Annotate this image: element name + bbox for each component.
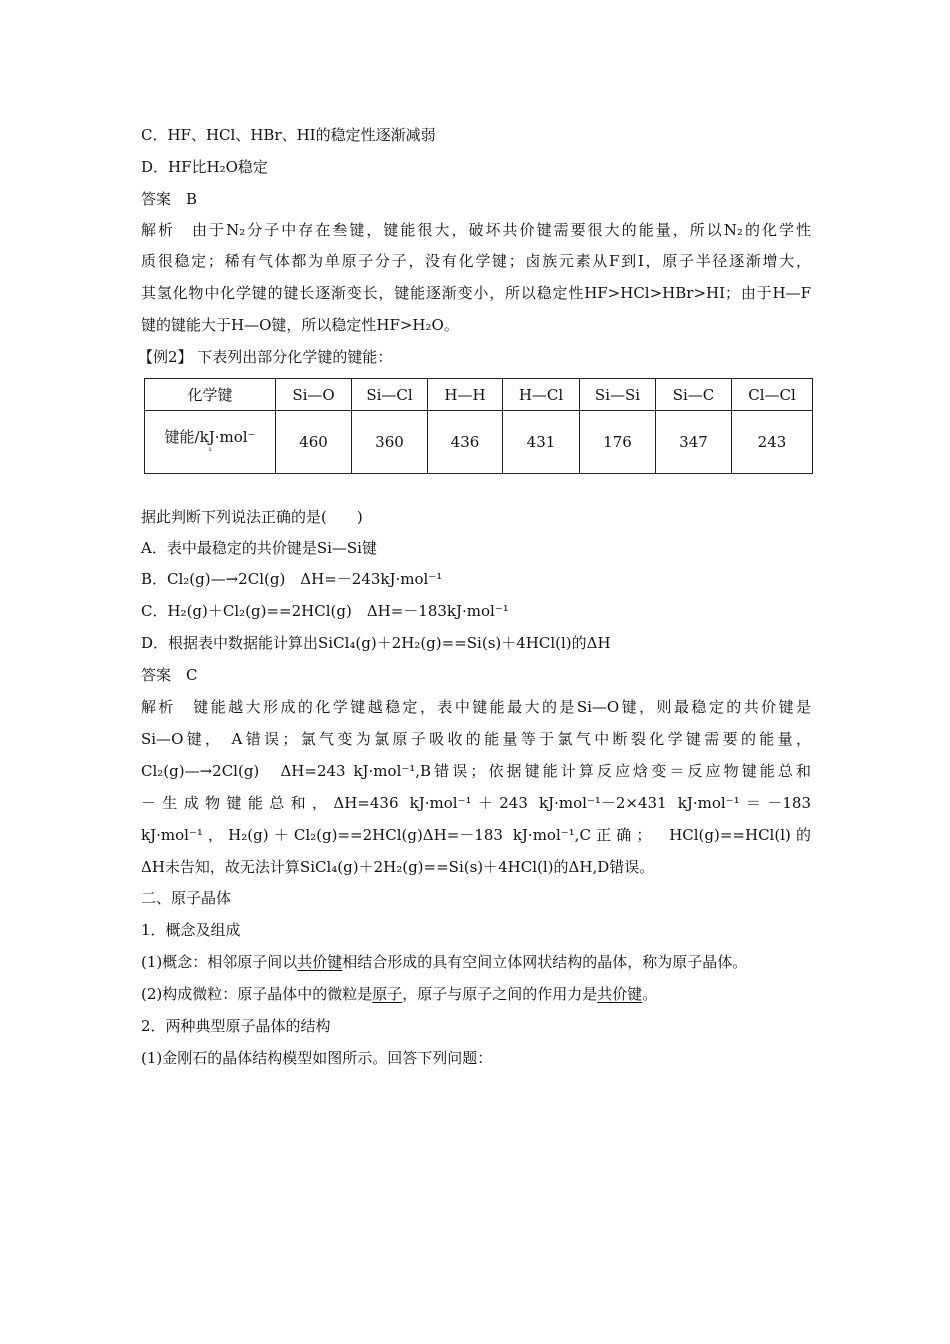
table-header-cell: H—H xyxy=(428,379,503,411)
particle-blank-answer-1: 原子 xyxy=(372,985,403,1003)
concept-blank-answer: 共价键 xyxy=(297,953,343,971)
table-header-cell: Si—Si xyxy=(580,379,656,411)
analysis-line-3: Cl₂(g)—→2Cl(g) ΔH=243 kJ·mol⁻¹,B错误；依据键能计算反应焓变＝反应物键能总和 xyxy=(141,762,811,780)
analysis-prev-line-2: 质很稳定；稀有气体都为单原子分子，没有化学键；卤族元素从F到I，原子半径逐渐增大， xyxy=(141,252,811,270)
table-header-cell: Si—O xyxy=(276,379,352,411)
answer: 答案 C xyxy=(141,666,198,684)
concept-line xyxy=(141,951,811,973)
particle-prefix: (2)构成微粒：原子晶体中的微粒是 xyxy=(141,985,373,1003)
concept-prefix: (1)概念：相邻原子间以 xyxy=(141,953,298,971)
example-2-intro: 【例2】 下表列出部分化学键的键能： xyxy=(138,348,393,366)
table-cell: 243 xyxy=(732,411,813,474)
option-c-prev: C．HF、HCl、HBr、HI的稳定性逐渐减弱 xyxy=(141,126,436,144)
analysis-line-4: －生成物键能总和，ΔH=436 kJ·mol⁻¹＋243 kJ·mol⁻¹－2×431 kJ·mol⁻¹＝－183 xyxy=(141,794,811,812)
item-1-heading: 1．概念及组成 xyxy=(141,921,241,939)
option-d: D．根据表中数据能计算出SiCl₄(g)＋2H₂(g)==Si(s)＋4HCl(l)的ΔH xyxy=(141,634,611,652)
table-cell: 347 xyxy=(656,411,732,474)
table-header-cell: 化学键 xyxy=(145,379,276,411)
concept-suffix: 相结合形成的具有空间立体网状结构的晶体，称为原子晶体。 xyxy=(342,953,748,971)
option-c: C．H₂(g)＋Cl₂(g)==2HCl(g) ΔH=－183kJ·mol⁻¹ xyxy=(141,602,509,620)
table-row xyxy=(145,411,813,474)
analysis-line-5: kJ·mol⁻¹，H₂(g)＋Cl₂(g)==2HCl(g)ΔH=－183 kJ·mol⁻¹,C正确； HCl(g)==HCl(l)的 xyxy=(141,826,811,844)
particle-blank-answer-2: 共价键 xyxy=(597,985,643,1003)
analysis-line-6: ΔH未告知，故无法计算SiCl₄(g)＋2H₂(g)==Si(s)＋4HCl(l)的ΔH,D错误。 xyxy=(141,858,655,876)
table-cell: 436 xyxy=(428,411,503,474)
option-b: B．Cl₂(g)—→2Cl(g) ΔH=－243kJ·mol⁻¹ xyxy=(141,570,443,588)
table-header-cell: Cl—Cl xyxy=(732,379,813,411)
table-header-cell: Si—C xyxy=(656,379,732,411)
table-cell: 360 xyxy=(352,411,428,474)
table-header-cell: H—Cl xyxy=(503,379,580,411)
particle-suffix: 。 xyxy=(642,985,658,1003)
table-header-cell: Si—Cl xyxy=(352,379,428,411)
option-d-prev: D．HF比H₂O稳定 xyxy=(141,158,268,176)
analysis-prev-line-1: 解析 由于N₂分子中存在叁键，键能很大，破坏共价键需要很大的能量，所以N₂的化学性 xyxy=(141,221,811,239)
answer-prev: 答案 B xyxy=(141,190,198,208)
table-header-row xyxy=(145,379,813,411)
bond-energy-unit-tail: ¹ xyxy=(208,447,212,457)
diamond-question: (1)金刚石的晶体结构模型如图所示。回答下列问题： xyxy=(141,1049,493,1067)
item-2-heading: 2．两种典型原子晶体的结构 xyxy=(141,1017,331,1035)
table-cell: 460 xyxy=(276,411,352,474)
question: 据此判断下列说法正确的是( ) xyxy=(141,508,363,526)
table-cell: 176 xyxy=(580,411,656,474)
table-cell: 431 xyxy=(503,411,580,474)
option-a: A．表中最稳定的共价键是Si—Si键 xyxy=(141,539,377,557)
section-title: 二、原子晶体 xyxy=(141,889,232,907)
analysis-prev-line-4: 键的键能大于H—O键，所以稳定性HF>H₂O。 xyxy=(141,316,459,334)
bond-energy-table xyxy=(144,378,813,474)
particle-middle: ，原子与原子之间的作用力是 xyxy=(402,985,598,1003)
analysis-prev-line-3: 其氢化物中化学键的键长逐渐变长，键能逐渐变小，所以稳定性HF>HCl>HBr>HI；由于H—F xyxy=(141,284,811,302)
bond-energy-unit: 键能/kJ·mol⁻ xyxy=(164,428,256,446)
analysis-line-2: Si—O键， A错误；氯气变为氯原子吸收的能量等于氯气中断裂化学键需要的能量， xyxy=(141,730,811,748)
particle-line xyxy=(141,983,811,1005)
table-row-label xyxy=(145,411,276,474)
analysis-line-1: 解析 键能越大形成的化学键越稳定，表中键能最大的是Si—O键，则最稳定的共价键是 xyxy=(141,698,811,716)
